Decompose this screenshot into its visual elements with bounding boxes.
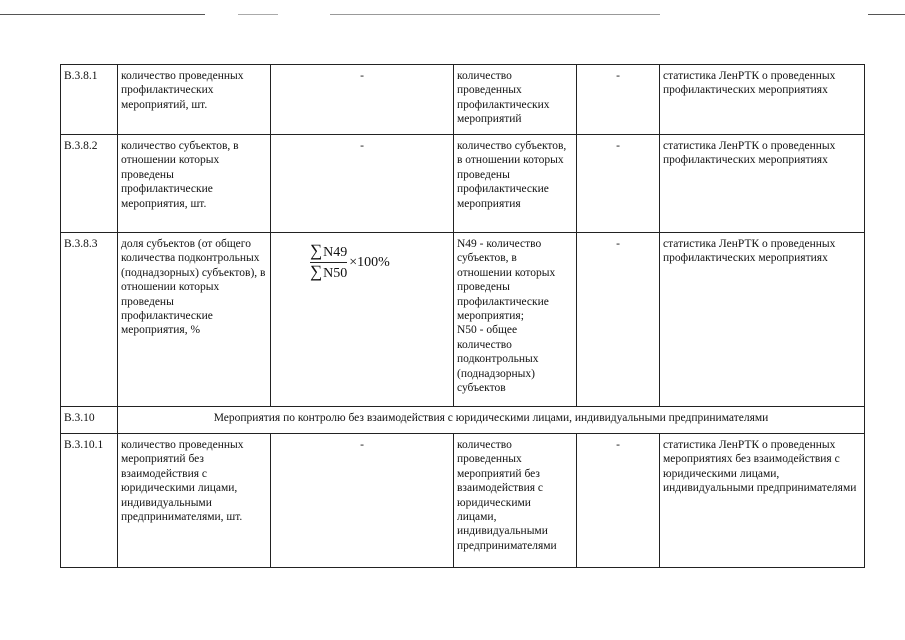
indicator-variables: количество субъектов, в отношении которых проведены профилактические мероприятия <box>454 135 577 233</box>
indicator-basis: - <box>577 135 660 233</box>
scan-artifact-line <box>868 14 905 15</box>
indicator-name: количество проведенных профилактических мероприятий, шт. <box>118 65 271 135</box>
section-code: В.3.10 <box>61 407 118 434</box>
indicator-formula <box>271 233 454 407</box>
multiplier: ×100% <box>349 254 390 270</box>
indicator-variables: количество проведенных профилактических мероприятий <box>454 65 577 135</box>
section-title: Мероприятия по контролю без взаимодействия с юридическими лицами, индивидуальными предпринимателями <box>118 407 865 434</box>
table-row <box>61 233 865 407</box>
indicator-basis: - <box>577 233 660 407</box>
indicator-variables: количество проведенных мероприятий без взаимодействия с юридическими лицами, индивидуальными предпринимателями <box>454 434 577 568</box>
indicator-code: В.3.8.3 <box>61 233 118 407</box>
sum-symbol: ∑ <box>310 241 323 260</box>
fraction-numerator <box>310 243 347 263</box>
indicator-basis: - <box>577 434 660 568</box>
indicator-code: В.3.10.1 <box>61 434 118 568</box>
numerator-variable: N49 <box>323 245 348 260</box>
indicator-formula: - <box>271 135 454 233</box>
indicator-source: статистика ЛенРТК о проведенных профилактических мероприятиях <box>660 135 865 233</box>
scan-artifact-line <box>238 14 278 15</box>
variable-definition: N50 - общее количество подконтрольных (поднадзорных) субъектов <box>457 324 539 395</box>
table-row <box>61 434 865 568</box>
scan-artifact-line <box>0 14 205 15</box>
indicator-source: статистика ЛенРТК о проведенных мероприятиях без взаимодействия с юридическими лицами, индивидуальными предпринимателями <box>660 434 865 568</box>
indicator-variables <box>454 233 577 407</box>
indicator-code: В.3.8.1 <box>61 65 118 135</box>
scan-artifact-line <box>330 14 660 15</box>
indicator-name: количество субъектов, в отношении которых проведены профилактические мероприятия, шт. <box>118 135 271 233</box>
variable-definition: N49 - количество субъектов, в отношении которых проведены профилактические мероприятия; <box>457 238 556 323</box>
indicator-name: доля субъектов (от общего количества подконтрольных (поднадзорных) субъектов), в отношении которых проведены профилактические мероприятия, % <box>118 233 271 407</box>
indicator-name: количество проведенных мероприятий без взаимодействия с юридическими лицами, индивидуальными предпринимателями, шт. <box>118 434 271 568</box>
sum-symbol: ∑ <box>310 262 323 281</box>
indicator-code: В.3.8.2 <box>61 135 118 233</box>
fraction-formula <box>310 243 390 282</box>
indicator-source: статистика ЛенРТК о проведенных профилактических мероприятиях <box>660 65 865 135</box>
indicator-source: статистика ЛенРТК о проведенных профилактических мероприятиях <box>660 233 865 407</box>
indicator-formula: - <box>271 65 454 135</box>
table-row <box>61 135 865 233</box>
table-row <box>61 65 865 135</box>
indicators-table <box>60 64 865 568</box>
indicator-basis: - <box>577 65 660 135</box>
indicator-formula: - <box>271 434 454 568</box>
section-row <box>61 407 865 434</box>
fraction-denominator <box>310 263 347 282</box>
denominator-variable: N50 <box>323 266 348 281</box>
fraction <box>310 243 347 282</box>
